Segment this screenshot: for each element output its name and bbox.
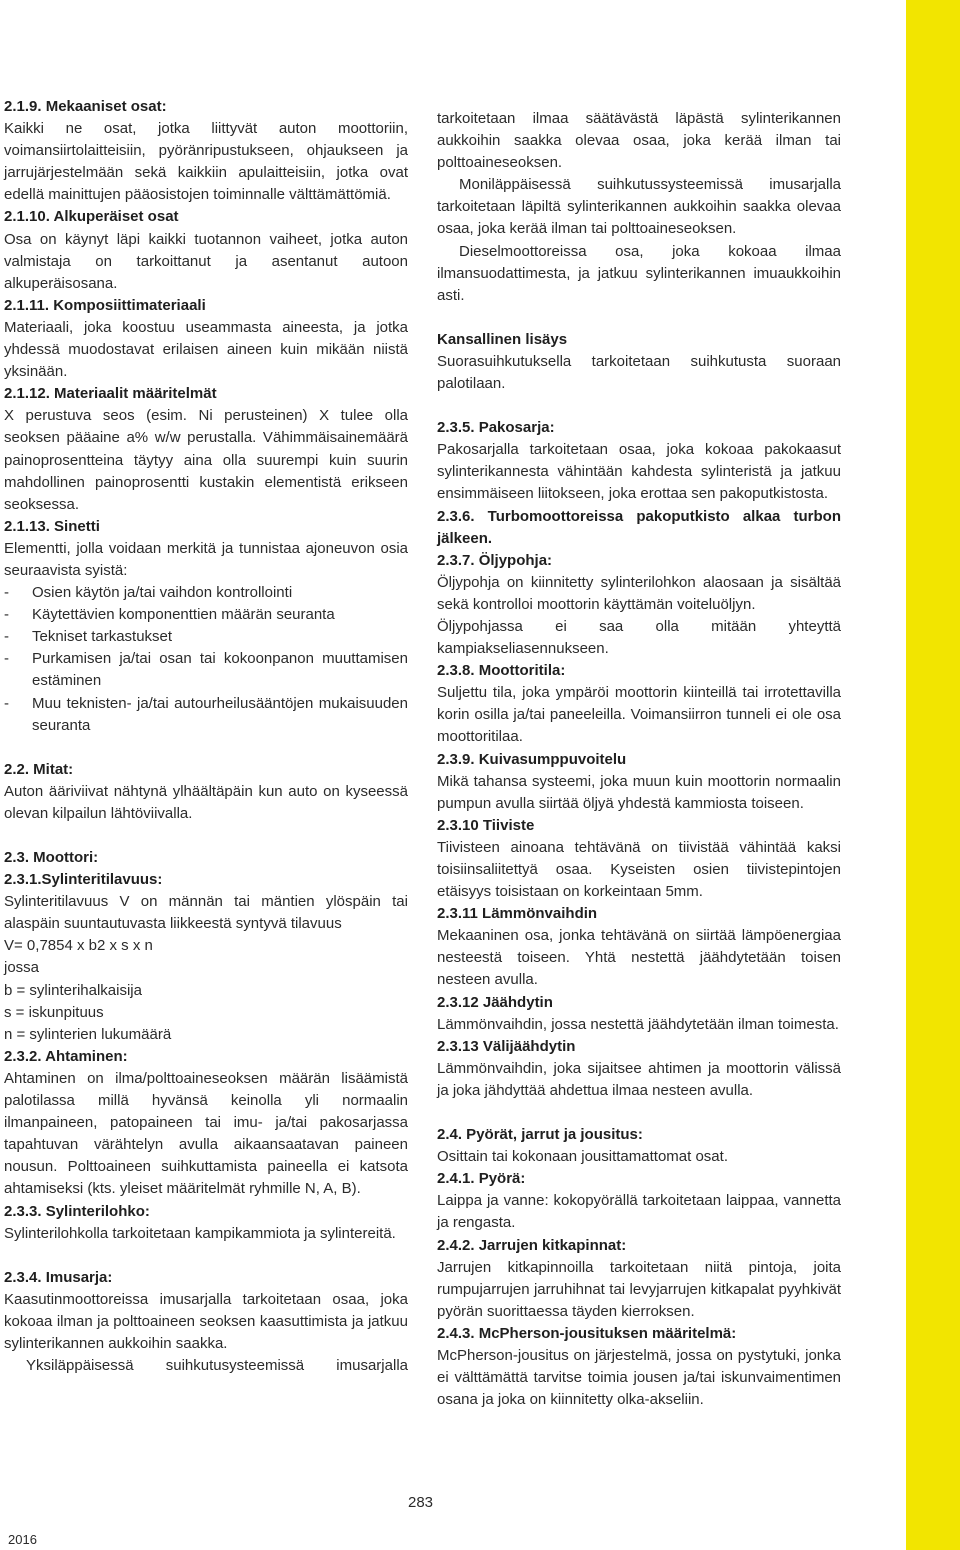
section-text: tarkoitetaan ilmaa säätävästä läpästä sylinterikannen aukkoihin saakka olevaa osaa, joka kerää ilman tai polttoaineseoksen. [437, 110, 841, 172]
section-2-3-13 [437, 1036, 841, 1102]
section-heading: 2.3.3. Sylinterilohko: [4, 1202, 150, 1220]
section-heading: 2.3.1.Sylinteritilavuus: [4, 871, 163, 889]
section-text: Kaikki ne osat, jotka liittyvät auton moottoriin, voimansiirtolaitteisiin, pyöränripustukseen, ohjaukseen ja jarrujärjestelmään sekä kaikkiin apulaitteisiin, jotka ovat edellä mainittujen pääosistojen toiminnalle välttämättömiä. [4, 120, 408, 204]
section-heading: 2.3.5. Pakosarja: [437, 419, 555, 437]
section-text: Yksiläppäisessä suihkutusysteemissä imusarjalla [26, 1357, 408, 1375]
section-2-3-3 [4, 1201, 408, 1245]
section-heading: 2.4.1. Pyörä: [437, 1170, 526, 1188]
section-heading: 2.4. Pyörät, jarrut ja jousitus: [437, 1126, 643, 1144]
right-column [437, 108, 841, 1411]
section-text: Osittain tai kokonaan jousittamattomat osat. [437, 1148, 728, 1166]
section-text: Dieselmoottoreissa osa, joka kokoaa ilmaa ilmansuodattimesta, ja jatkuu sylinterikannen imuaukkoihin asti. [437, 242, 841, 304]
formula-line: jossa [4, 959, 40, 977]
section-text: Moniläppäisessä suihkutussysteemissä imusarjalla tarkoitetaan läpiltä sylinterikannen aukkoihin saakka olevaa osaa, joka kerää ilman tai polttoaineseoksen. [437, 176, 841, 238]
section-heading: 2.3.4. Imusarja: [4, 1268, 113, 1286]
section-2-3-1 [4, 869, 408, 1046]
section-heading: 2.3.12 Jäähdytin [437, 993, 553, 1011]
formula-line: b = sylinterihalkaisija [4, 981, 142, 999]
section-text: Lämmönvaihdin, joka sijaitsee ahtimen ja moottorin välissä ja joka jähdyttää ahdettua ilmaa nesteen avulla. [437, 1059, 841, 1099]
section-text: Tiivisteen ainoana tehtävänä on tiivistää vähintää kaksi toisiinsaliitettyä osaa. Kyseisten osien tiivistepintojen etäisyys toisistaan on korkeintaan 5mm. [437, 838, 841, 901]
section-2-3-12 [437, 992, 841, 1036]
section-text: Jarrujen kitkapinnoilla tarkoitetaan niitä pintoja, joita rumpujarrujen jarruhihnat tai levyjarrujen kitkapalat pyyhkivät pyörän suorittaessa täyden kierroksen. [437, 1258, 841, 1320]
section-2-1-11 [4, 295, 408, 383]
left-column [4, 96, 408, 1377]
seal-purpose-list [4, 582, 408, 737]
section-heading: 2.3.9. Kuivasumppuvoitelu [437, 750, 627, 768]
section-2-2 [4, 759, 408, 825]
section-text: Sylinteritilavuus V on männän tai mäntien ylöspäin tai alaspäin suuntautuvasta liikkeestä syntyvä tilavuus [4, 893, 408, 933]
section-2-3-2 [4, 1046, 408, 1201]
section-text: Öljypohja on kiinnitetty sylinterilohkon alaosaan ja sisältää sekä kontrolloi moottorin käyttämän voiteluöljyn. [437, 573, 841, 613]
section-text: Lämmönvaihdin, jossa nestettä jäähdytetään ilman toimesta. [437, 1015, 839, 1033]
section-2-3-4 [4, 1267, 408, 1377]
section-text: Öljypohjassa ei saa olla mitään yhteyttä kampiakseliasennukseen. [437, 617, 841, 658]
section-text: Auton ääriviivat nähtynä ylhäältäpäin kun auto on kyseessä olevan kilpailun lähtöviivalla. [4, 782, 408, 822]
section-heading: 2.1.10. Alkuperäiset osat [4, 208, 179, 226]
section-text: Laippa ja vanne: kokopyörällä tarkoitetaan laippaa, vannetta ja rengasta. [437, 1192, 841, 1232]
section-heading: 2.3. Moottori: [4, 849, 99, 866]
section-heading: 2.3.10 Tiiviste [437, 816, 535, 834]
list-item: - Käytettävien komponenttien määrän seuranta [4, 606, 335, 624]
page-number: 283 [408, 1494, 434, 1511]
section-heading: 2.3.6. Turbomoottoreissa pakoputkisto alkaa turbon jälkeen. [437, 507, 841, 547]
footer-year: 2016 [8, 1532, 37, 1547]
section-2-1-9 [4, 96, 408, 206]
section-heading: 2.3.13 Välijäähdytin [437, 1037, 576, 1055]
section-2-3 [4, 847, 408, 869]
section-text: Elementti, jolla voidaan merkitä ja tunnistaa ajoneuvon osia seuraavista syistä: [4, 539, 408, 579]
section-heading: 2.2. Mitat: [4, 760, 74, 778]
section-text: McPherson-jousitus on järjestelmä, jossa on pystytuki, jonka ei välttämättä tarvitse toimia jousen ja/tai iskunvaimentimen osana ja joka on kiinnitetty olka-akseliin. [437, 1346, 841, 1409]
section-heading: 2.1.13. Sinetti [4, 517, 100, 535]
section-2-1-12 [4, 383, 408, 516]
section-heading: 2.1.9. Mekaaniset osat: [4, 98, 167, 115]
section-2-3-10 [437, 815, 841, 903]
formula: V= 0,7854 x b2 x s x n [4, 937, 153, 955]
section-2-4-3 [437, 1323, 841, 1411]
section-2-4-2 [437, 1235, 841, 1323]
formula-line: s = iskunpituus [4, 1003, 104, 1021]
formula-line: n = sylinterien lukumäärä [4, 1025, 172, 1043]
section-heading: 2.3.8. Moottoritila: [437, 662, 566, 680]
section-2-3-5 [437, 417, 841, 505]
list-item: - Tekniset tarkastukset [4, 628, 173, 646]
section-text: X perustuva seos (esim. Ni perusteinen) X tulee olla seoksen pääaine a% w/w perustalla. Vähimmäisainemäärä painoprosentteina täytyy aina olla suurempi kuin suurin mahdollinen painoprosentti kustakin elementistä erikseen seoksessa. [4, 407, 408, 513]
section-text: Sylinterilohkolla tarkoitetaan kampikammiota ja sylintereitä. [4, 1224, 396, 1242]
section-2-3-6 [437, 506, 841, 550]
list-item: - Muu teknisten- ja/tai autourheilusääntöjen mukaisuuden seuranta [4, 694, 408, 734]
section-2-1-10 [4, 206, 408, 294]
list-item: - Purkamisen ja/tai osan tai kokoonpanon muuttamisen estäminen [4, 650, 408, 690]
section-text: Mekaaninen osa, jonka tehtävänä on siirtää lämpöenergiaa nesteestä toiseen. Yhtä nestettä jäähdytetään toisen nesteen avulla. [437, 927, 841, 989]
section-2-4-1 [437, 1168, 841, 1234]
section-kansallinen-lisays [437, 329, 841, 395]
section-2-4 [437, 1124, 841, 1168]
section-text: Mikä tahansa systeemi, joka muun kuin moottorin normaalin pumpun avulla siirtää öljyä yhdestä kammiosta toiseen. [437, 772, 841, 812]
yellow-side-bar [906, 0, 960, 1550]
section-heading: 2.4.3. McPherson-jousituksen määritelmä: [437, 1324, 737, 1342]
section-text: Pakosarjalla tarkoitetaan osaa, joka kokoaa pakokaasut sylinterikannesta vähintään kahdesta sylinteristä ja jatkuu ensimmäiseen liitokseen, joka erottaa sen pakoputkistosta. [437, 441, 841, 503]
list-item: - Osien käytön ja/tai vaihdon kontrollointi [4, 584, 293, 602]
section-heading: 2.1.12. Materiaalit määritelmät [4, 385, 217, 403]
section-2-3-8 [437, 660, 841, 748]
section-heading: 2.3.11 Lämmönvaihdin [437, 905, 598, 923]
section-2-3-4-continued [437, 108, 841, 307]
section-text: Kaasutinmoottoreissa imusarjalla tarkoitetaan osaa, joka kokoaa ilman ja polttoaineen seoksen kaasuttimista ja jatkuu sylinterikannen aukkoihin saakka. [4, 1290, 408, 1352]
section-text: Suorasuihkutuksella tarkoitetaan suihkutusta suoraan palotilaan. [437, 352, 841, 393]
section-2-3-7 [437, 550, 841, 660]
section-2-3-9 [437, 749, 841, 815]
section-heading: 2.3.2. Ahtaminen: [4, 1047, 128, 1065]
section-text: Osa on käynyt läpi kaikki tuotannon vaiheet, jotka auton valmistaja on tarkoittanut ja asentanut autoon alkuperäisosana. [4, 230, 408, 292]
section-2-1-13 [4, 516, 408, 737]
section-heading: 2.1.11. Komposiittimateriaali [4, 296, 206, 314]
section-text: Suljettu tila, joka ympäröi moottorin kiinteillä tai irrotettavilla korin osilla ja/tai paneeleilla. Voimansiirron tunneli ei ole osa moottoritilaa. [437, 684, 841, 746]
section-2-3-11 [437, 903, 841, 991]
section-heading: 2.4.2. Jarrujen kitkapinnat: [437, 1236, 627, 1254]
section-heading: 2.3.7. Öljypohja: [437, 551, 553, 569]
section-text: Materiaali, joka koostuu useammasta aineesta, ja jotka yhdessä muodostavat erilaisen aineen kuin mikään niistä yksinään. [4, 318, 408, 381]
section-text: Ahtaminen on ilma/polttoaineseoksen määrän lisäämistä palotilassa millä hyvänsä keinolla yli normaalin ilmanpaineen, patopaineen tai imu- ja/tai pakosarjassa tapahtuvan värähtelyn avulla aikaansaatavan paineen nousun. Polttoaineen suihkuttamista paineella ei katsota ahtamiseksi (kts. yleiset määritelmät ryhmille N, A, B). [4, 1069, 408, 1198]
section-heading: Kansallinen lisäys [437, 330, 568, 348]
